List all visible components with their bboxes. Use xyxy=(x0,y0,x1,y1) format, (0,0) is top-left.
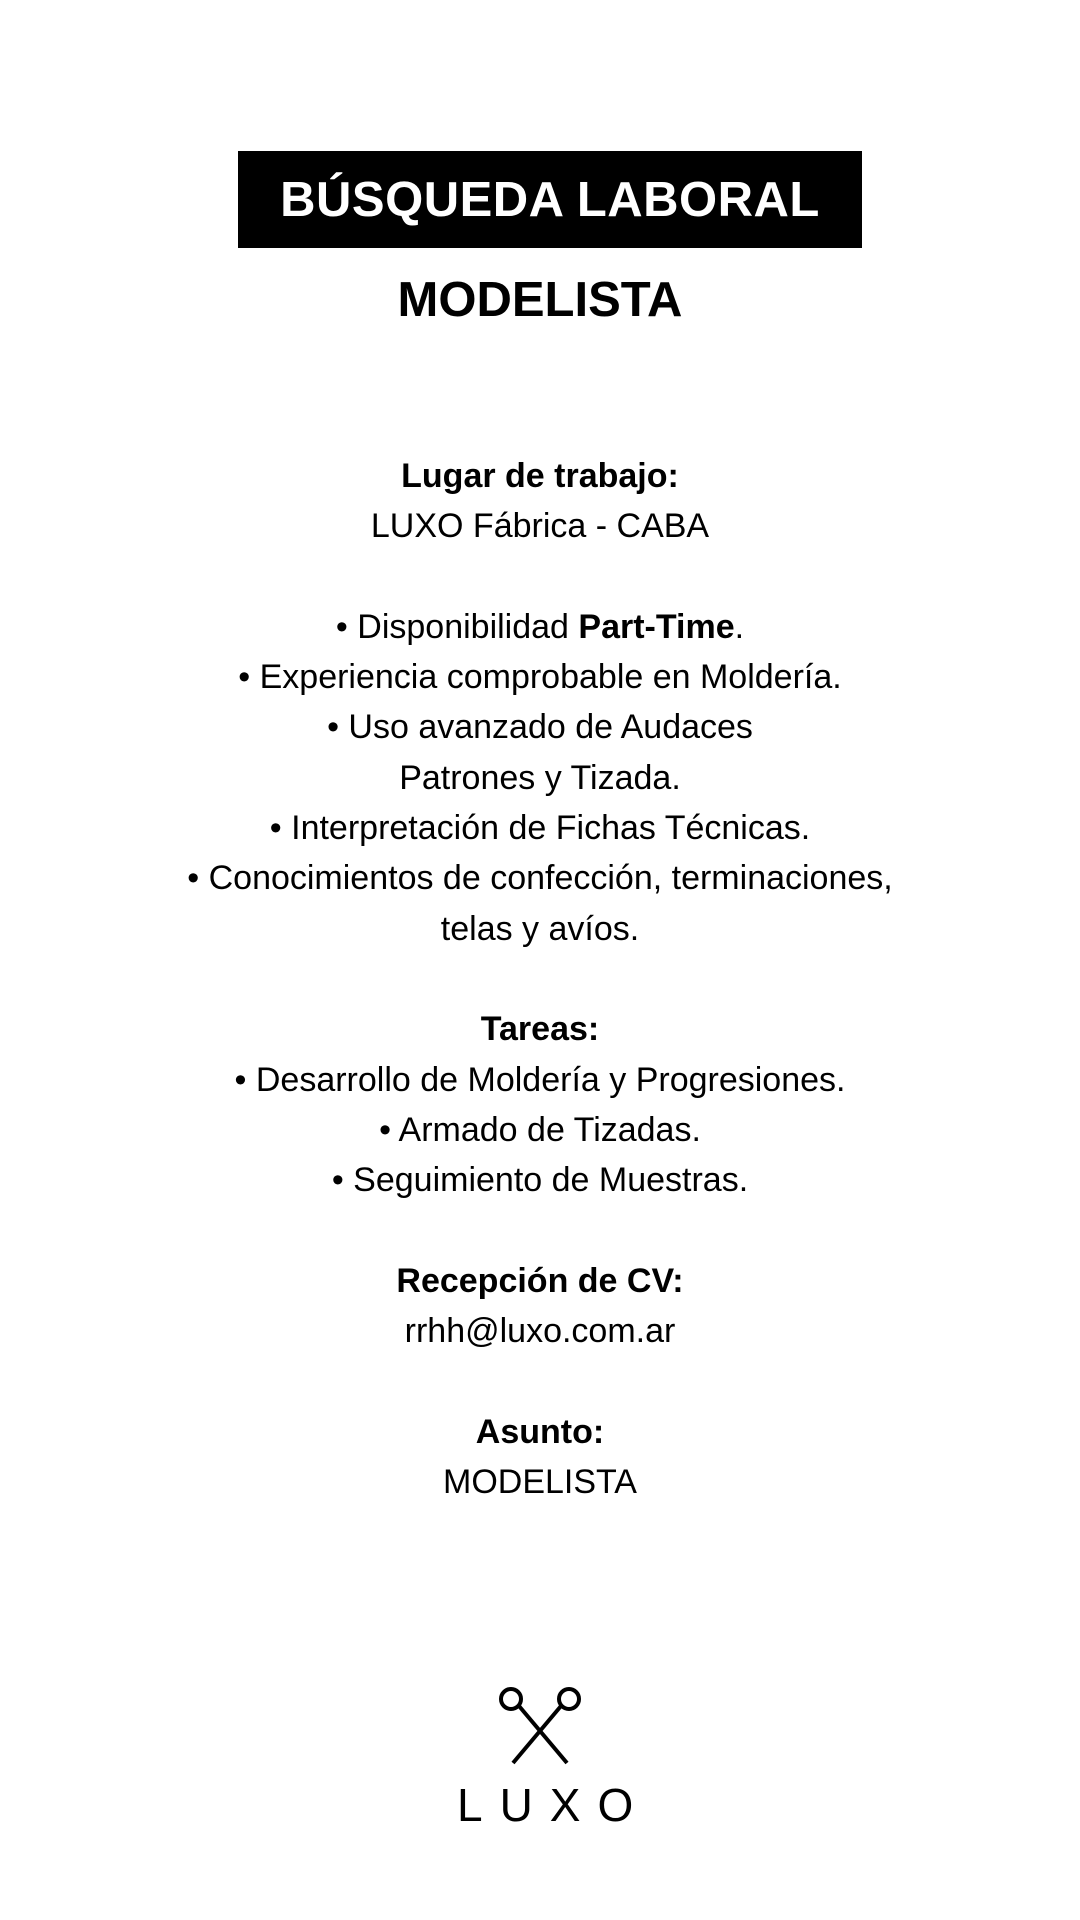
cv-email[interactable]: rrhh@luxo.com.ar xyxy=(404,1312,676,1351)
header-banner xyxy=(238,151,862,248)
cv-label: Recepción de CV: xyxy=(396,1261,684,1300)
position-title: MODELISTA xyxy=(397,273,683,327)
posting-body xyxy=(0,451,1080,1507)
requirement-knowledge-line1: • Conocimientos de confección, terminaciones, xyxy=(187,859,893,898)
spacer xyxy=(0,552,1080,602)
requirement-knowledge-line2: telas y avíos. xyxy=(440,909,640,948)
scissors-icon xyxy=(497,1685,583,1765)
spacer xyxy=(0,1356,1080,1406)
banner-title: BÚSQUEDA LABORAL xyxy=(280,172,820,227)
workplace-value: LUXO Fábrica - CABA xyxy=(370,507,710,546)
workplace-label: Lugar de trabajo: xyxy=(401,457,679,495)
brand-logo xyxy=(440,1685,651,1835)
subject-value: MODELISTA xyxy=(443,1462,637,1501)
requirement-experience: • Experiencia comprobable en Moldería. xyxy=(238,658,842,697)
requirement-availability xyxy=(0,602,1080,652)
spacer xyxy=(0,1205,1080,1255)
tasks-label: Tareas: xyxy=(480,1010,600,1049)
brand-wordmark: LUXO xyxy=(457,1779,651,1831)
requirement-availability-bold: Part-Time xyxy=(578,607,735,646)
spacer xyxy=(0,954,1080,1004)
requirement-availability-suffix: . xyxy=(734,607,745,646)
subject-label: Asunto: xyxy=(475,1412,605,1451)
task-item: • Seguimiento de Muestras. xyxy=(331,1161,749,1200)
requirement-tech-sheets: • Interpretación de Fichas Técnicas. xyxy=(269,809,811,848)
requirement-availability-prefix: • Disponibilidad xyxy=(335,607,579,646)
task-item: • Desarrollo de Moldería y Progresiones. xyxy=(234,1060,846,1099)
requirement-software-line1: • Uso avanzado de Audaces xyxy=(327,708,753,747)
task-item: • Armado de Tizadas. xyxy=(379,1110,701,1149)
requirement-software-line2: Patrones y Tizada. xyxy=(399,758,681,797)
